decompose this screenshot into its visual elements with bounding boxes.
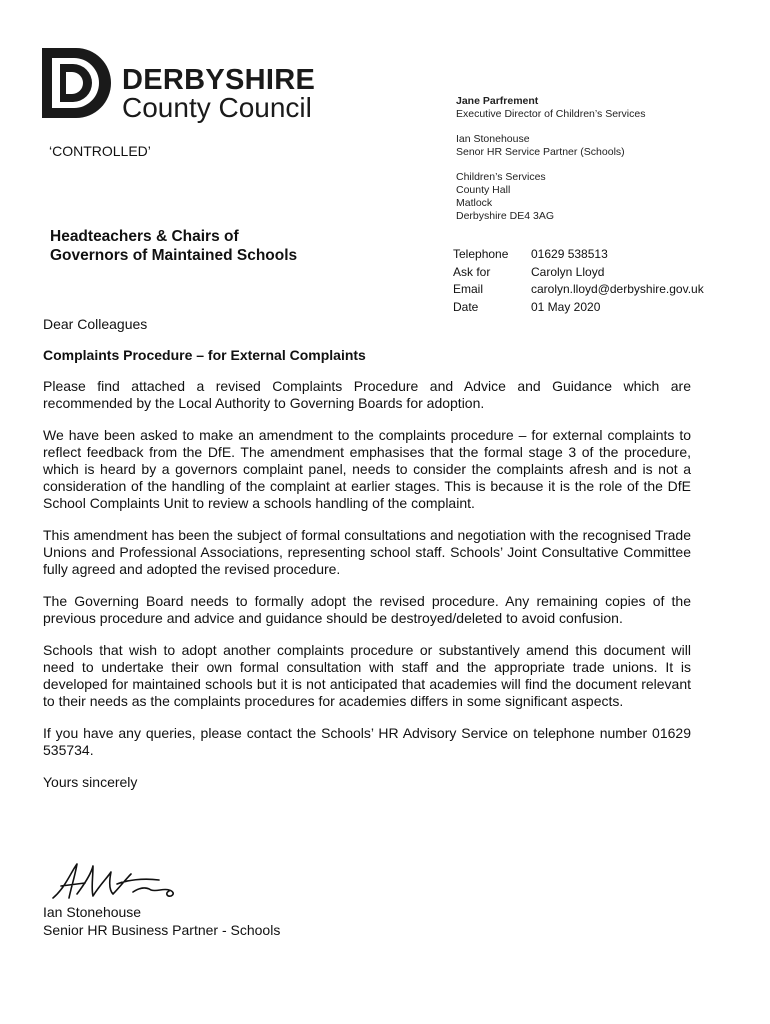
telephone-value: 01629 538513: [531, 247, 608, 261]
logo-line-1: DERBYSHIRE: [122, 64, 316, 96]
signatory-title: Senior HR Business Partner - Schools: [43, 922, 281, 938]
address-line: Derbyshire DE4 3AG: [456, 210, 555, 222]
email-value: carolyn.lloyd@derbyshire.gov.uk: [531, 282, 704, 296]
salutation: Dear Colleagues: [43, 316, 148, 332]
contact-row-askfor: [453, 265, 704, 283]
body-paragraph: We have been asked to make an amendment to the complaints procedure – for external complaints to reflect feedback from the DfE. The amendment emphasises that the formal stage 3 of the procedure, which is heard by a governors complaint panel, needs to consider the complaints afresh and is not a consideration of the handling of the complaint at earlier stages. This is because it is the role of the DfE School Complaints Unit to review a schools handling of the complaint.: [43, 427, 691, 511]
subject-line: Complaints Procedure – for External Complaints: [43, 347, 366, 363]
address-line: County Hall: [456, 184, 511, 196]
addressee-line: Governors of Maintained Schools: [50, 247, 298, 264]
contact-row-email: [453, 282, 704, 300]
contact-row-date: [453, 300, 704, 318]
body-paragraph: If you have any queries, please contact the Schools’ HR Advisory Service on telephone number 01629 535734.: [43, 725, 691, 758]
body-paragraph: This amendment has been the subject of formal consultations and negotiation with the recognised Trade Unions and Professional Associations, representing school staff. Schools’ Joint Consultative Committee fully agreed and adopted the revised procedure.: [43, 527, 691, 577]
contact-role: Senor HR Service Partner (Schools): [456, 146, 625, 158]
askfor-label: Ask for: [453, 264, 491, 279]
address-line: Children’s Services: [456, 171, 546, 183]
sender-name: Jane Parfrement: [456, 95, 539, 107]
council-logo: [40, 46, 330, 124]
date-label: Date: [453, 299, 479, 314]
address-line: Matlock: [456, 197, 493, 209]
derbyshire-d-emblem-icon: [40, 46, 114, 120]
contact-name: Ian Stonehouse: [456, 133, 530, 145]
sender-role: Executive Director of Children’s Services: [456, 108, 646, 120]
telephone-label: Telephone: [453, 247, 509, 261]
addressee-line: Headteachers & Chairs of: [50, 228, 239, 245]
askfor-value: Carolyn Lloyd: [531, 264, 605, 279]
signatory: [43, 903, 280, 939]
closing: Yours sincerely: [43, 774, 138, 790]
addressee: [50, 227, 297, 265]
email-label: Email: [453, 282, 484, 296]
signatory-name: Ian Stonehouse: [43, 904, 142, 920]
logo-line-2: County Council: [122, 92, 312, 123]
contact-row-telephone: [453, 247, 704, 265]
body-paragraph: Please find attached a revised Complaints Procedure and Advice and Guidance which are recommended by the Local Authority to Governing Boards for adoption.: [43, 378, 691, 411]
body-paragraph: Schools that wish to adopt another complaints procedure or substantively amend this document will need to undertake their own formal consultation with staff and the appropriate trade unions. It is developed for maintained schools but it is not anticipated that academies will find the document relevant to their needs as the complaints procedures for academies differs in some significant aspects.: [43, 642, 691, 709]
letter-body: [43, 316, 691, 791]
date-value: 01 May 2020: [531, 299, 601, 314]
contact-details: [453, 247, 704, 317]
classification-label: ‘CONTROLLED’: [49, 143, 151, 159]
body-paragraph: The Governing Board needs to formally adopt the revised procedure. Any remaining copies of the previous procedure and advice and guidance should be destroyed/deleted to avoid confusion.: [43, 593, 691, 626]
sender-block: [456, 95, 645, 223]
